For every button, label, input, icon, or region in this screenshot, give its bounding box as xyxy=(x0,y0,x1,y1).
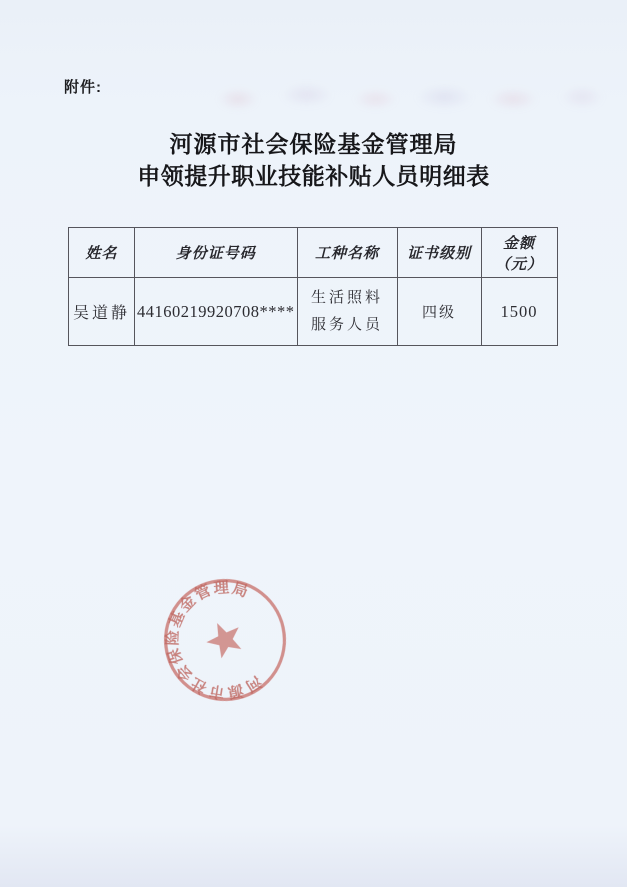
subsidy-detail-table xyxy=(68,227,558,346)
cell-cert-level: 四级 xyxy=(397,278,481,346)
cell-id-number: 44160219920708**** xyxy=(135,278,298,346)
job-name-line-1: 生活照料 xyxy=(310,289,383,306)
header-amount: 金额（元） xyxy=(481,228,557,278)
ink-bleed-through-watermark xyxy=(195,76,625,118)
cell-job-name xyxy=(297,278,397,346)
job-name-line-2: 服务人员 xyxy=(310,316,383,333)
title-line-1: 河源市社会保险基金管理局 xyxy=(169,132,458,157)
seal-ring xyxy=(159,574,291,706)
header-cert-level: 证书级别 xyxy=(397,228,481,278)
header-job-name: 工种名称 xyxy=(297,228,397,278)
official-red-seal xyxy=(151,566,298,713)
cell-amount: 1500 xyxy=(481,278,557,346)
title-line-2: 申领提升职业技能补贴人员明细表 xyxy=(137,164,490,189)
table-row xyxy=(69,278,558,346)
document-title xyxy=(0,129,627,193)
table-header-row xyxy=(69,228,558,278)
cell-name: 吴道静 xyxy=(69,278,135,346)
attachment-label: 附件: xyxy=(64,79,102,96)
header-name: 姓名 xyxy=(69,228,135,278)
seal-text: 河源市社会保险基金管理局 xyxy=(164,579,265,701)
seal-star-icon xyxy=(204,621,242,660)
header-id-number: 身份证号码 xyxy=(135,228,298,278)
